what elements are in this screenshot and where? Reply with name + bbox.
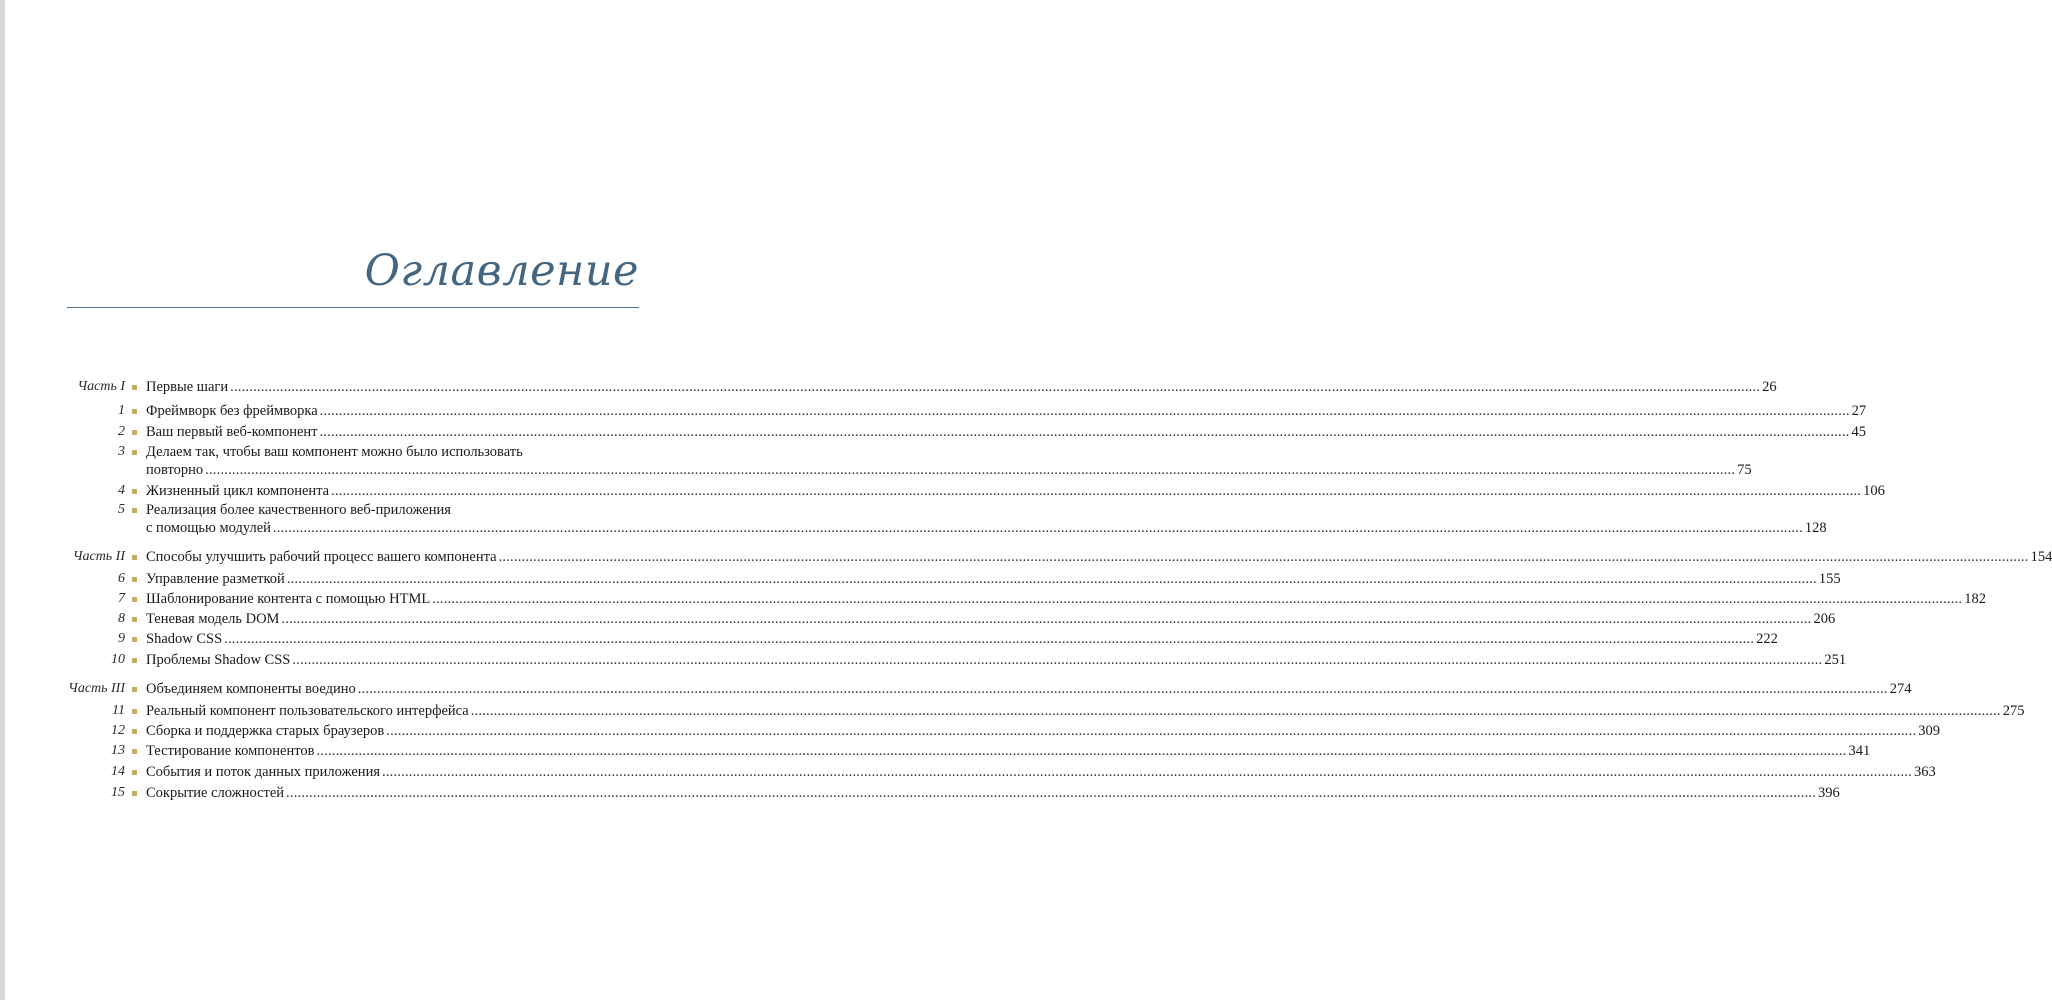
toc-entry-title: Жизненный цикл компонента — [146, 483, 330, 499]
toc-page-number: 222 — [1756, 631, 1778, 647]
toc-entry-text — [146, 702, 2025, 720]
square-bullet-icon — [132, 791, 137, 796]
toc-entry-title: Реализация более качественного веб-приложения — [146, 502, 451, 518]
toc-entry-number: 14 — [111, 764, 125, 779]
dot-leader: ................................................................................................................................................................................................................................................................................................................................................................................................................ — [292, 652, 1823, 668]
toc-entry-title: Ваш первый веб-компонент — [146, 424, 318, 440]
toc-entry-title: Shadow CSS — [146, 631, 223, 647]
square-bullet-icon — [132, 385, 137, 390]
dot-leader: ................................................................................................................................................................................................................................................................................................................................................................................................................ — [286, 571, 1817, 587]
toc-entry-title: Фреймворк без фреймворка — [146, 403, 318, 419]
toc-entry-text — [146, 742, 1871, 760]
toc-entry-number: 11 — [112, 703, 125, 718]
toc-entry-title: Тестирование компонентов — [146, 743, 315, 759]
toc-page-number: 274 — [1889, 681, 1912, 697]
toc-page-number: 309 — [1918, 723, 1941, 739]
toc-page-number: 206 — [1813, 611, 1836, 627]
toc-entry-number: 8 — [118, 611, 125, 626]
toc-entry-title: Управление разметкой — [146, 571, 285, 587]
square-bullet-icon — [132, 729, 137, 734]
toc-entry-number: 5 — [118, 502, 125, 517]
toc-page-number: 45 — [1851, 424, 1866, 440]
toc-entry-text — [146, 402, 1867, 420]
dot-leader: ................................................................................................................................................................................................................................................................................................................................................................................................................ — [470, 703, 2001, 719]
dot-leader: ................................................................................................................................................................................................................................................................................................................................................................................................................ — [498, 549, 2029, 565]
toc-page-number: 251 — [1824, 652, 1847, 668]
dot-leader: ................................................................................................................................................................................................................................................................................................................................................................................................................ — [281, 611, 1812, 627]
toc-page-number: 27 — [1851, 403, 1867, 419]
toc-entry-number: Часть II — [72, 549, 125, 564]
toc-entry-text — [146, 423, 1866, 441]
toc-entry-number: 1 — [118, 403, 125, 418]
toc-entry-title: Сокрытие сложностей — [146, 785, 285, 801]
toc-page-number: 106 — [1863, 483, 1885, 499]
toc-entry-title: Делаем так, чтобы ваш компонент можно было использовать — [146, 444, 523, 460]
square-bullet-icon — [132, 430, 137, 435]
dot-leader: ................................................................................................................................................................................................................................................................................................................................................................................................................ — [382, 764, 1912, 780]
square-bullet-icon — [132, 749, 137, 754]
toc-entry-text — [146, 378, 1777, 396]
page-title: Оглавление — [364, 246, 639, 296]
toc-page-number: 128 — [1804, 520, 1827, 536]
dot-leader: ................................................................................................................................................................................................................................................................................................................................................................................................................ — [319, 424, 1850, 440]
dot-leader: ................................................................................................................................................................................................................................................................................................................................................................................................................ — [331, 483, 1862, 499]
toc-entry-number: 9 — [118, 631, 125, 646]
toc-entry-number: 4 — [118, 483, 125, 498]
dot-leader: ................................................................................................................................................................................................................................................................................................................................................................................................................ — [224, 631, 1755, 647]
toc-entry-text — [146, 763, 1936, 781]
square-bullet-icon — [132, 577, 137, 582]
toc-entry-number: 10 — [111, 652, 125, 667]
toc-entry-text — [146, 501, 1827, 537]
toc-page-number: 182 — [1964, 591, 1986, 607]
toc-entry-text — [146, 610, 1836, 628]
toc-entry-text — [146, 651, 1847, 669]
toc-page-number: 26 — [1762, 379, 1777, 395]
toc-entry-number: Часть III — [68, 681, 125, 696]
dot-leader: ................................................................................................................................................................................................................................................................................................................................................................................................................ — [319, 403, 1850, 419]
toc-entry-title: Реальный компонент пользовательского интерфейса — [146, 703, 469, 719]
square-bullet-icon — [132, 770, 137, 775]
square-bullet-icon — [132, 450, 137, 455]
toc-entry-title: Шаблонирование контента с помощью HTML — [146, 591, 431, 607]
dot-leader: ................................................................................................................................................................................................................................................................................................................................................................................................................ — [230, 379, 1761, 395]
toc-page-number: 154 — [2030, 549, 2052, 565]
toc-entry-number: 12 — [111, 723, 125, 738]
dot-leader: ................................................................................................................................................................................................................................................................................................................................................................................................................ — [316, 743, 1847, 759]
square-bullet-icon — [132, 489, 137, 494]
toc-entry-title: Объединяем компоненты воедино — [146, 681, 356, 697]
square-bullet-icon — [132, 687, 137, 692]
square-bullet-icon — [132, 658, 137, 663]
toc-entry-title: Сборка и поддержка старых браузеров — [146, 723, 385, 739]
toc-entry-number: 6 — [118, 571, 125, 586]
toc-page-number: 155 — [1818, 571, 1841, 587]
toc-entry-text — [146, 784, 1840, 802]
toc-page-number: 275 — [2002, 703, 2025, 719]
toc-entry-title: События и поток данных приложения — [146, 764, 380, 780]
square-bullet-icon — [132, 709, 137, 714]
toc-entry-number: Часть I — [77, 379, 125, 394]
dot-leader: ................................................................................................................................................................................................................................................................................................................................................................................................................ — [205, 462, 1736, 478]
toc-entry-text — [146, 482, 1885, 500]
square-bullet-icon — [132, 508, 137, 513]
toc-entry-number: 15 — [111, 785, 125, 800]
toc-entry-title: с помощью модулей — [146, 520, 271, 536]
toc-entry-number: 3 — [118, 444, 125, 459]
dot-leader: ................................................................................................................................................................................................................................................................................................................................................................................................................ — [386, 723, 1917, 739]
square-bullet-icon — [132, 597, 137, 602]
square-bullet-icon — [132, 555, 137, 560]
toc-entry-text — [146, 680, 1912, 698]
dot-leader: ................................................................................................................................................................................................................................................................................................................................................................................................................ — [432, 591, 1963, 607]
toc-entry-title: Первые шаги — [146, 379, 229, 395]
toc-entry-number: 2 — [118, 424, 125, 439]
toc-entry-title: Способы улучшить рабочий процесс вашего компонента — [146, 549, 497, 565]
toc-entry-text — [146, 570, 1841, 588]
toc-entry-title: повторно — [146, 462, 204, 478]
toc-entry-title: Теневая модель DOM — [146, 611, 280, 627]
toc-page-number: 341 — [1848, 743, 1871, 759]
toc-entry-text — [146, 630, 1778, 648]
toc-page-number: 363 — [1914, 764, 1936, 780]
square-bullet-icon — [132, 409, 137, 414]
toc-entry-title: Проблемы Shadow CSS — [146, 652, 291, 668]
toc-entry-text — [146, 590, 1986, 608]
square-bullet-icon — [132, 637, 137, 642]
toc-entry-number: 13 — [111, 743, 125, 758]
dot-leader: ................................................................................................................................................................................................................................................................................................................................................................................................................ — [272, 520, 1803, 536]
toc-entry-text — [146, 548, 2052, 566]
dot-leader: ................................................................................................................................................................................................................................................................................................................................................................................................................ — [286, 785, 1817, 801]
toc-entry-text — [146, 443, 1752, 479]
toc-entry-number: 7 — [118, 591, 125, 606]
dot-leader: ................................................................................................................................................................................................................................................................................................................................................................................................................ — [357, 681, 1888, 697]
toc-page-number: 396 — [1818, 785, 1840, 801]
toc-page-number: 75 — [1737, 462, 1752, 478]
toc-entry-text — [146, 722, 1941, 740]
square-bullet-icon — [132, 617, 137, 622]
